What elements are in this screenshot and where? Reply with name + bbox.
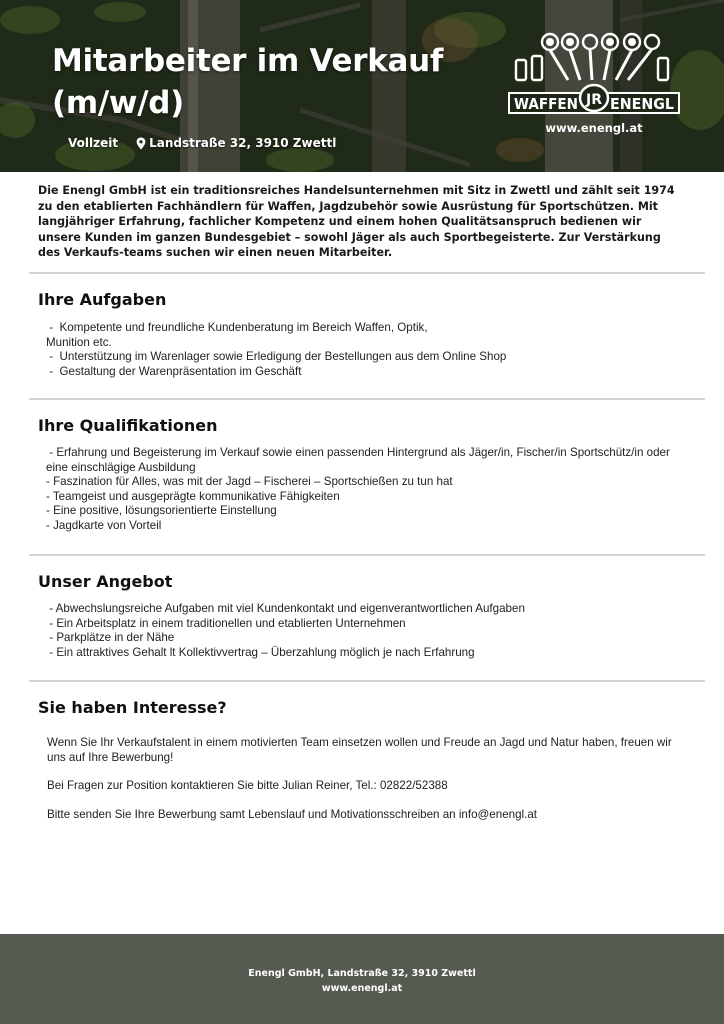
section-heading-interesse: Sie haben Interesse? xyxy=(38,698,227,717)
header-banner xyxy=(0,0,724,172)
page-footer xyxy=(0,934,724,1024)
aufgaben-list xyxy=(46,321,686,379)
job-meta xyxy=(68,134,336,152)
section-divider xyxy=(29,398,705,400)
list-item: - Faszination für Alles, was mit der Jagd – Fischerei – Sportschießen zu tun hat xyxy=(46,475,453,489)
section-divider xyxy=(29,272,705,274)
list-item: - Gestaltung der Warenpräsentation im Geschäft xyxy=(46,364,302,378)
list-item: - Unterstützung im Warenlager sowie Erledigung der Bestellungen aus dem Online Shop xyxy=(46,350,507,364)
qualifikationen-list xyxy=(46,446,686,534)
company-intro: Die Enengl GmbH ist ein traditionsreiches Handelsunternehmen mit Sitz in Zwettl und zählt seit 1974 zu den etablierten Fachhändlern für Waffen, Jagdzubehör sowie Ausrüstung für Sportschützen. Mit langjähriger Erfahrung, fachlicher Kompetenz und einem hohen Qualitätsanspruch bedienen wir unsere Kunden im ganzen Bundesgebiet – sowohl Jäger als auch Sportbegeisterte. Zur Verstärkung des Verkaufs-teams suchen wir einen neuen Mitarbeiter. xyxy=(38,184,675,260)
list-item: - Ein attraktives Gehalt lt Kollektivvertrag – Überzahlung möglich je nach Erfahrung xyxy=(46,645,475,659)
map-pin-icon xyxy=(136,137,146,150)
list-item: - Teamgeist und ausgeprägte kommunikative Fähigkeiten xyxy=(46,489,340,503)
employment-type: Vollzeit xyxy=(68,136,119,150)
list-item: - Kompetente und freundliche Kundenberatung im Bereich Waffen, Optik, Munition etc. xyxy=(46,321,428,349)
list-item: - Eine positive, lösungsorientierte Einstellung xyxy=(46,504,277,518)
list-item: - Jagdkarte von Vorteil xyxy=(46,518,162,532)
contact-paragraph: Bei Fragen zur Position kontaktieren Sie bitte Julian Reiner, Tel.: 02822/52388 xyxy=(47,779,448,792)
list-item: - Parkplätze in der Nähe xyxy=(46,631,175,645)
section-heading-angebot: Unser Angebot xyxy=(38,572,173,591)
footer-address: Enengl GmbH, Landstraße 32, 3910 Zwettl xyxy=(248,968,476,979)
list-item: - Abwechslungsreiche Aufgaben mit viel Kundenkontakt und eigenverantwortlichen Aufgaben xyxy=(46,602,525,615)
section-divider xyxy=(29,554,705,556)
logo-word-enengl: ENENGL xyxy=(610,95,675,113)
job-title: Mitarbeiter im Verkauf (m/w/d) xyxy=(52,43,444,121)
closing-paragraph: Wenn Sie Ihr Verkaufstalent in einem motivierten Team einsetzen wollen und Freude an Jagd und Natur haben, freuen wir uns auf Ihre Bewerbung! xyxy=(47,736,672,764)
section-heading-aufgaben: Ihre Aufgaben xyxy=(38,290,167,309)
application-paragraph: Bitte senden Sie Ihre Bewerbung samt Lebenslauf und Motivationsschreiben an info@enengl.at xyxy=(47,808,538,821)
list-item: - Erfahrung und Begeisterung im Verkauf sowie einen passenden Hintergrund als Jäger/in, Fischer/in Sportschütz/in oder eine einschlägige Ausbildung xyxy=(46,446,674,474)
footer-website: www.enengl.at xyxy=(321,983,403,994)
location-text: Landstraße 32, 3910 Zwettl xyxy=(149,136,337,150)
logo-word-waffen: WAFFEN xyxy=(514,95,578,113)
job-location xyxy=(136,136,336,150)
list-item: - Ein Arbeitsplatz in einem traditionellen und etablierten Unternehmen xyxy=(46,616,406,630)
section-divider xyxy=(29,680,705,682)
logo-monogram: JR xyxy=(586,92,602,108)
angebot-list xyxy=(46,602,686,660)
header-website: www.enengl.at xyxy=(545,121,643,135)
section-heading-qualifikationen: Ihre Qualifikationen xyxy=(38,416,218,435)
